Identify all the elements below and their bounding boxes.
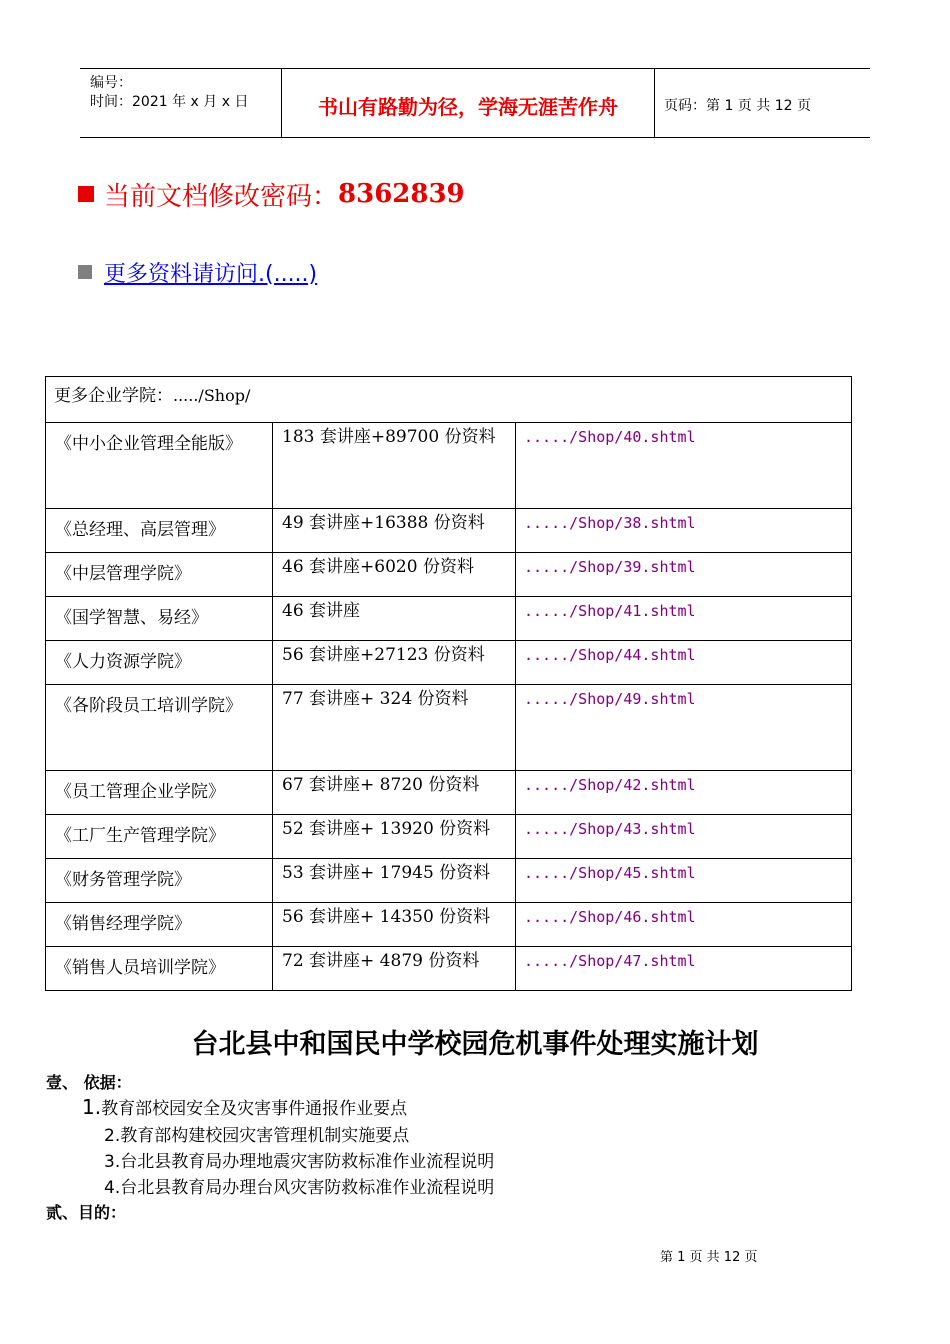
course-url[interactable]: ...../Shop/39.shtml <box>516 553 852 597</box>
course-url[interactable]: ...../Shop/43.shtml <box>516 815 852 859</box>
document-number: 编号： <box>90 75 132 91</box>
table-row <box>46 423 852 509</box>
course-table <box>45 376 852 991</box>
course-url[interactable]: ...../Shop/40.shtml <box>516 423 852 509</box>
course-name: 《工厂生产管理学院》 <box>46 815 273 859</box>
square-bullet-icon <box>78 265 92 279</box>
course-url[interactable]: ...../Shop/49.shtml <box>516 685 852 771</box>
table-header-label: 更多企业学院： <box>54 386 173 406</box>
course-count: 53 套讲座+ 17945 份资料 <box>273 859 516 903</box>
table-row <box>46 771 852 815</box>
document-time: 时间：2021 年 x 月 x 日 <box>90 94 249 110</box>
motto: 书山有路勤为径，学海无涯苦作舟 <box>318 95 618 119</box>
list-item-number: 4. <box>104 1178 121 1198</box>
course-name: 《各阶段员工培训学院》 <box>46 685 273 771</box>
table-row <box>46 553 852 597</box>
square-bullet-icon <box>78 186 94 202</box>
table-row <box>46 685 852 771</box>
course-name: 《人力资源学院》 <box>46 641 273 685</box>
course-url[interactable]: ...../Shop/42.shtml <box>516 771 852 815</box>
list-item <box>104 1147 494 1172</box>
course-count: 56 套讲座+ 14350 份资料 <box>273 903 516 947</box>
list-item <box>82 1094 407 1119</box>
header-info-cell <box>80 69 282 137</box>
list-item-text: 教育部校园安全及灾害事件通报作业要点 <box>101 1099 408 1119</box>
course-name: 《国学智慧、易经》 <box>46 597 273 641</box>
table-header-row <box>46 377 852 423</box>
table-row <box>46 597 852 641</box>
course-count: 46 套讲座+6020 份资料 <box>273 553 516 597</box>
course-count: 46 套讲座 <box>273 597 516 641</box>
table-row <box>46 903 852 947</box>
password-line <box>78 176 465 212</box>
table-row <box>46 815 852 859</box>
course-count: 56 套讲座+27123 份资料 <box>273 641 516 685</box>
table-row <box>46 641 852 685</box>
page-number: 页码：第 1 页 共 12 页 <box>664 98 811 114</box>
course-name: 《总经理、高层管理》 <box>46 509 273 553</box>
more-resources-line <box>78 256 317 288</box>
list-item-number: 3. <box>104 1152 121 1172</box>
table-row <box>46 947 852 991</box>
course-name: 《中层管理学院》 <box>46 553 273 597</box>
password-label: 当前文档修改密码： <box>104 181 339 212</box>
list-item <box>104 1173 494 1198</box>
password-code: 8362839 <box>338 179 465 209</box>
course-count: 183 套讲座+89700 份资料 <box>273 423 516 509</box>
list-item <box>104 1121 409 1146</box>
course-count: 72 套讲座+ 4879 份资料 <box>273 947 516 991</box>
course-url[interactable]: ...../Shop/38.shtml <box>516 509 852 553</box>
course-count: 77 套讲座+ 324 份资料 <box>273 685 516 771</box>
table-row <box>46 859 852 903</box>
list-item-number: 2. <box>104 1126 121 1146</box>
course-count: 67 套讲座+ 8720 份资料 <box>273 771 516 815</box>
course-count: 49 套讲座+16388 份资料 <box>273 509 516 553</box>
header-motto-cell <box>282 69 655 137</box>
list-item-text: 台北县教育局办理台风灾害防救标准作业流程说明 <box>120 1178 495 1198</box>
course-name: 《财务管理学院》 <box>46 859 273 903</box>
course-name: 《销售人员培训学院》 <box>46 947 273 991</box>
list-item-text: 教育部构建校园灾害管理机制实施要点 <box>120 1126 410 1146</box>
course-name: 《销售经理学院》 <box>46 903 273 947</box>
document-title: 台北县中和国民中学校园危机事件处理实施计划 <box>191 1029 759 1060</box>
course-url[interactable]: ...../Shop/41.shtml <box>516 597 852 641</box>
course-url[interactable]: ...../Shop/47.shtml <box>516 947 852 991</box>
list-item-number: 1. <box>82 1095 102 1119</box>
list-item-text: 台北县教育局办理地震灾害防救标准作业流程说明 <box>120 1152 495 1172</box>
page-footer: 第 1 页 共 12 页 <box>660 1250 758 1265</box>
course-url[interactable]: ...../Shop/45.shtml <box>516 859 852 903</box>
page-header <box>80 68 870 138</box>
course-url[interactable]: ...../Shop/44.shtml <box>516 641 852 685</box>
more-resources-link[interactable]: 更多资料请访问.(.....) <box>104 261 318 287</box>
course-url[interactable]: ...../Shop/46.shtml <box>516 903 852 947</box>
section-heading-basis: 壹、 依据： <box>46 1073 132 1092</box>
table-header-link[interactable]: ...../Shop/ <box>173 386 251 405</box>
table-header-cell <box>46 377 852 423</box>
section-heading-purpose: 贰、目的： <box>46 1203 127 1222</box>
course-name: 《中小企业管理全能版》 <box>46 423 273 509</box>
header-page-cell <box>655 69 870 137</box>
course-name: 《员工管理企业学院》 <box>46 771 273 815</box>
course-count: 52 套讲座+ 13920 份资料 <box>273 815 516 859</box>
table-row <box>46 509 852 553</box>
